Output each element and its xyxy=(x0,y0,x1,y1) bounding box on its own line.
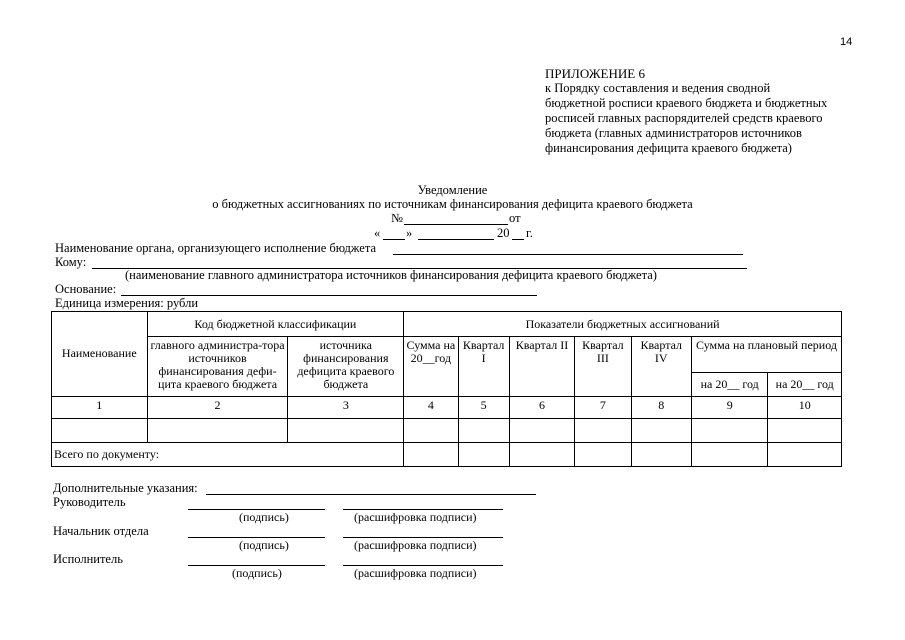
table-cell[interactable] xyxy=(691,443,767,467)
table-cell[interactable] xyxy=(691,419,767,443)
year-prefix: 20 xyxy=(497,226,510,240)
table-cell[interactable] xyxy=(509,419,574,443)
table-cell[interactable] xyxy=(458,419,509,443)
column-number: 1 xyxy=(52,397,148,419)
appendix-line: росписей главных распорядителей средств краевого xyxy=(545,111,823,125)
additional-label: Дополнительные указания: xyxy=(53,481,198,495)
appendix-line: финансирования дефицита краевого бюджета) xyxy=(545,141,792,155)
header-indicators: Показатели бюджетных ассигнований xyxy=(404,312,842,337)
table-cell[interactable] xyxy=(575,443,631,467)
year-suffix: г. xyxy=(526,226,533,240)
table-cell[interactable] xyxy=(631,443,691,467)
appendix-block xyxy=(545,66,827,156)
basis-label: Основание: xyxy=(55,282,117,296)
year-field[interactable] xyxy=(512,239,524,240)
signature-hint: (подпись) xyxy=(232,566,282,580)
signer-role: Начальник отдела xyxy=(53,524,149,538)
total-row xyxy=(52,443,842,467)
table-cell[interactable] xyxy=(631,419,691,443)
header-admin: главного администра-тора источников финансирования дефи-цита краевого бюджета xyxy=(147,337,288,397)
decode-hint: (расшифровка подписи) xyxy=(354,510,477,524)
number-label: № xyxy=(391,211,403,225)
column-number: 5 xyxy=(458,397,509,419)
column-number: 7 xyxy=(575,397,631,419)
table-cell[interactable] xyxy=(768,443,842,467)
appendix-line: к Порядку составления и ведения сводной xyxy=(545,81,771,95)
notice-subtitle: о бюджетных ассигнованиях по источникам финансирования дефицита краевого бюджета xyxy=(212,197,693,211)
signer-role: Исполнитель xyxy=(53,552,123,566)
date-close-quote: » xyxy=(406,226,413,240)
to-label: Кому: xyxy=(55,255,87,269)
signature-hint: (подпись) xyxy=(239,538,289,552)
header-q3: Квартал III xyxy=(575,337,631,397)
table-cell[interactable] xyxy=(52,419,148,443)
column-number: 4 xyxy=(404,397,458,419)
column-number: 6 xyxy=(509,397,574,419)
header-sum: Сумма на 20__год xyxy=(404,337,458,397)
decode-hint: (расшифровка подписи) xyxy=(354,538,477,552)
unit-label: Единица измерения: рубли xyxy=(55,296,199,310)
header-plan-year2: на 20__ год xyxy=(768,373,842,397)
table-cell[interactable] xyxy=(288,419,404,443)
header-q2: Квартал II xyxy=(509,337,574,397)
table-cell[interactable] xyxy=(404,443,458,467)
signer-role: Руководитель xyxy=(53,495,126,509)
table-cell[interactable] xyxy=(147,419,288,443)
additional-field[interactable] xyxy=(206,494,536,495)
column-number: 3 xyxy=(288,397,404,419)
header-q4: Квартал IV xyxy=(631,337,691,397)
column-number: 9 xyxy=(691,397,767,419)
to-hint: (наименование главного администратора источников финансирования дефицита краевого бюджета) xyxy=(125,268,657,282)
column-number: 2 xyxy=(147,397,288,419)
table-cell[interactable] xyxy=(458,443,509,467)
page-number: 14 xyxy=(840,36,853,48)
header-plan-year1: на 20__ год xyxy=(691,373,767,397)
table-cell[interactable] xyxy=(575,419,631,443)
appendix-line: бюджета (главных администраторов источников xyxy=(545,126,802,140)
organ-field[interactable] xyxy=(393,254,743,255)
organ-label: Наименование органа, организующего исполнение бюджета xyxy=(55,241,376,255)
column-number: 10 xyxy=(768,397,842,419)
table-cell[interactable] xyxy=(404,419,458,443)
table-cell[interactable] xyxy=(768,419,842,443)
total-label: Всего по документу: xyxy=(52,443,404,467)
table-row xyxy=(52,419,842,443)
appendix-title: ПРИЛОЖЕНИЕ 6 xyxy=(545,66,645,81)
appendix-line: бюджетной росписи краевого бюджета и бюджетных xyxy=(545,96,828,110)
table-cell[interactable] xyxy=(509,443,574,467)
from-label: от xyxy=(509,211,521,225)
header-q1: Квартал I xyxy=(458,337,509,397)
header-plan: Сумма на плановый период xyxy=(691,337,841,373)
allocations-table xyxy=(51,311,842,467)
column-number: 8 xyxy=(631,397,691,419)
day-field[interactable] xyxy=(383,239,405,240)
month-field[interactable] xyxy=(418,239,494,240)
signature-hint: (подпись) xyxy=(239,510,289,524)
notice-title: Уведомление xyxy=(417,183,488,197)
date-open-quote: « xyxy=(374,226,381,240)
header-source: источника финансирования дефицита краевого бюджета xyxy=(288,337,404,397)
header-name: Наименование xyxy=(52,312,148,397)
decode-hint: (расшифровка подписи) xyxy=(354,566,477,580)
number-field[interactable] xyxy=(404,224,508,225)
header-code: Код бюджетной классификации xyxy=(147,312,404,337)
